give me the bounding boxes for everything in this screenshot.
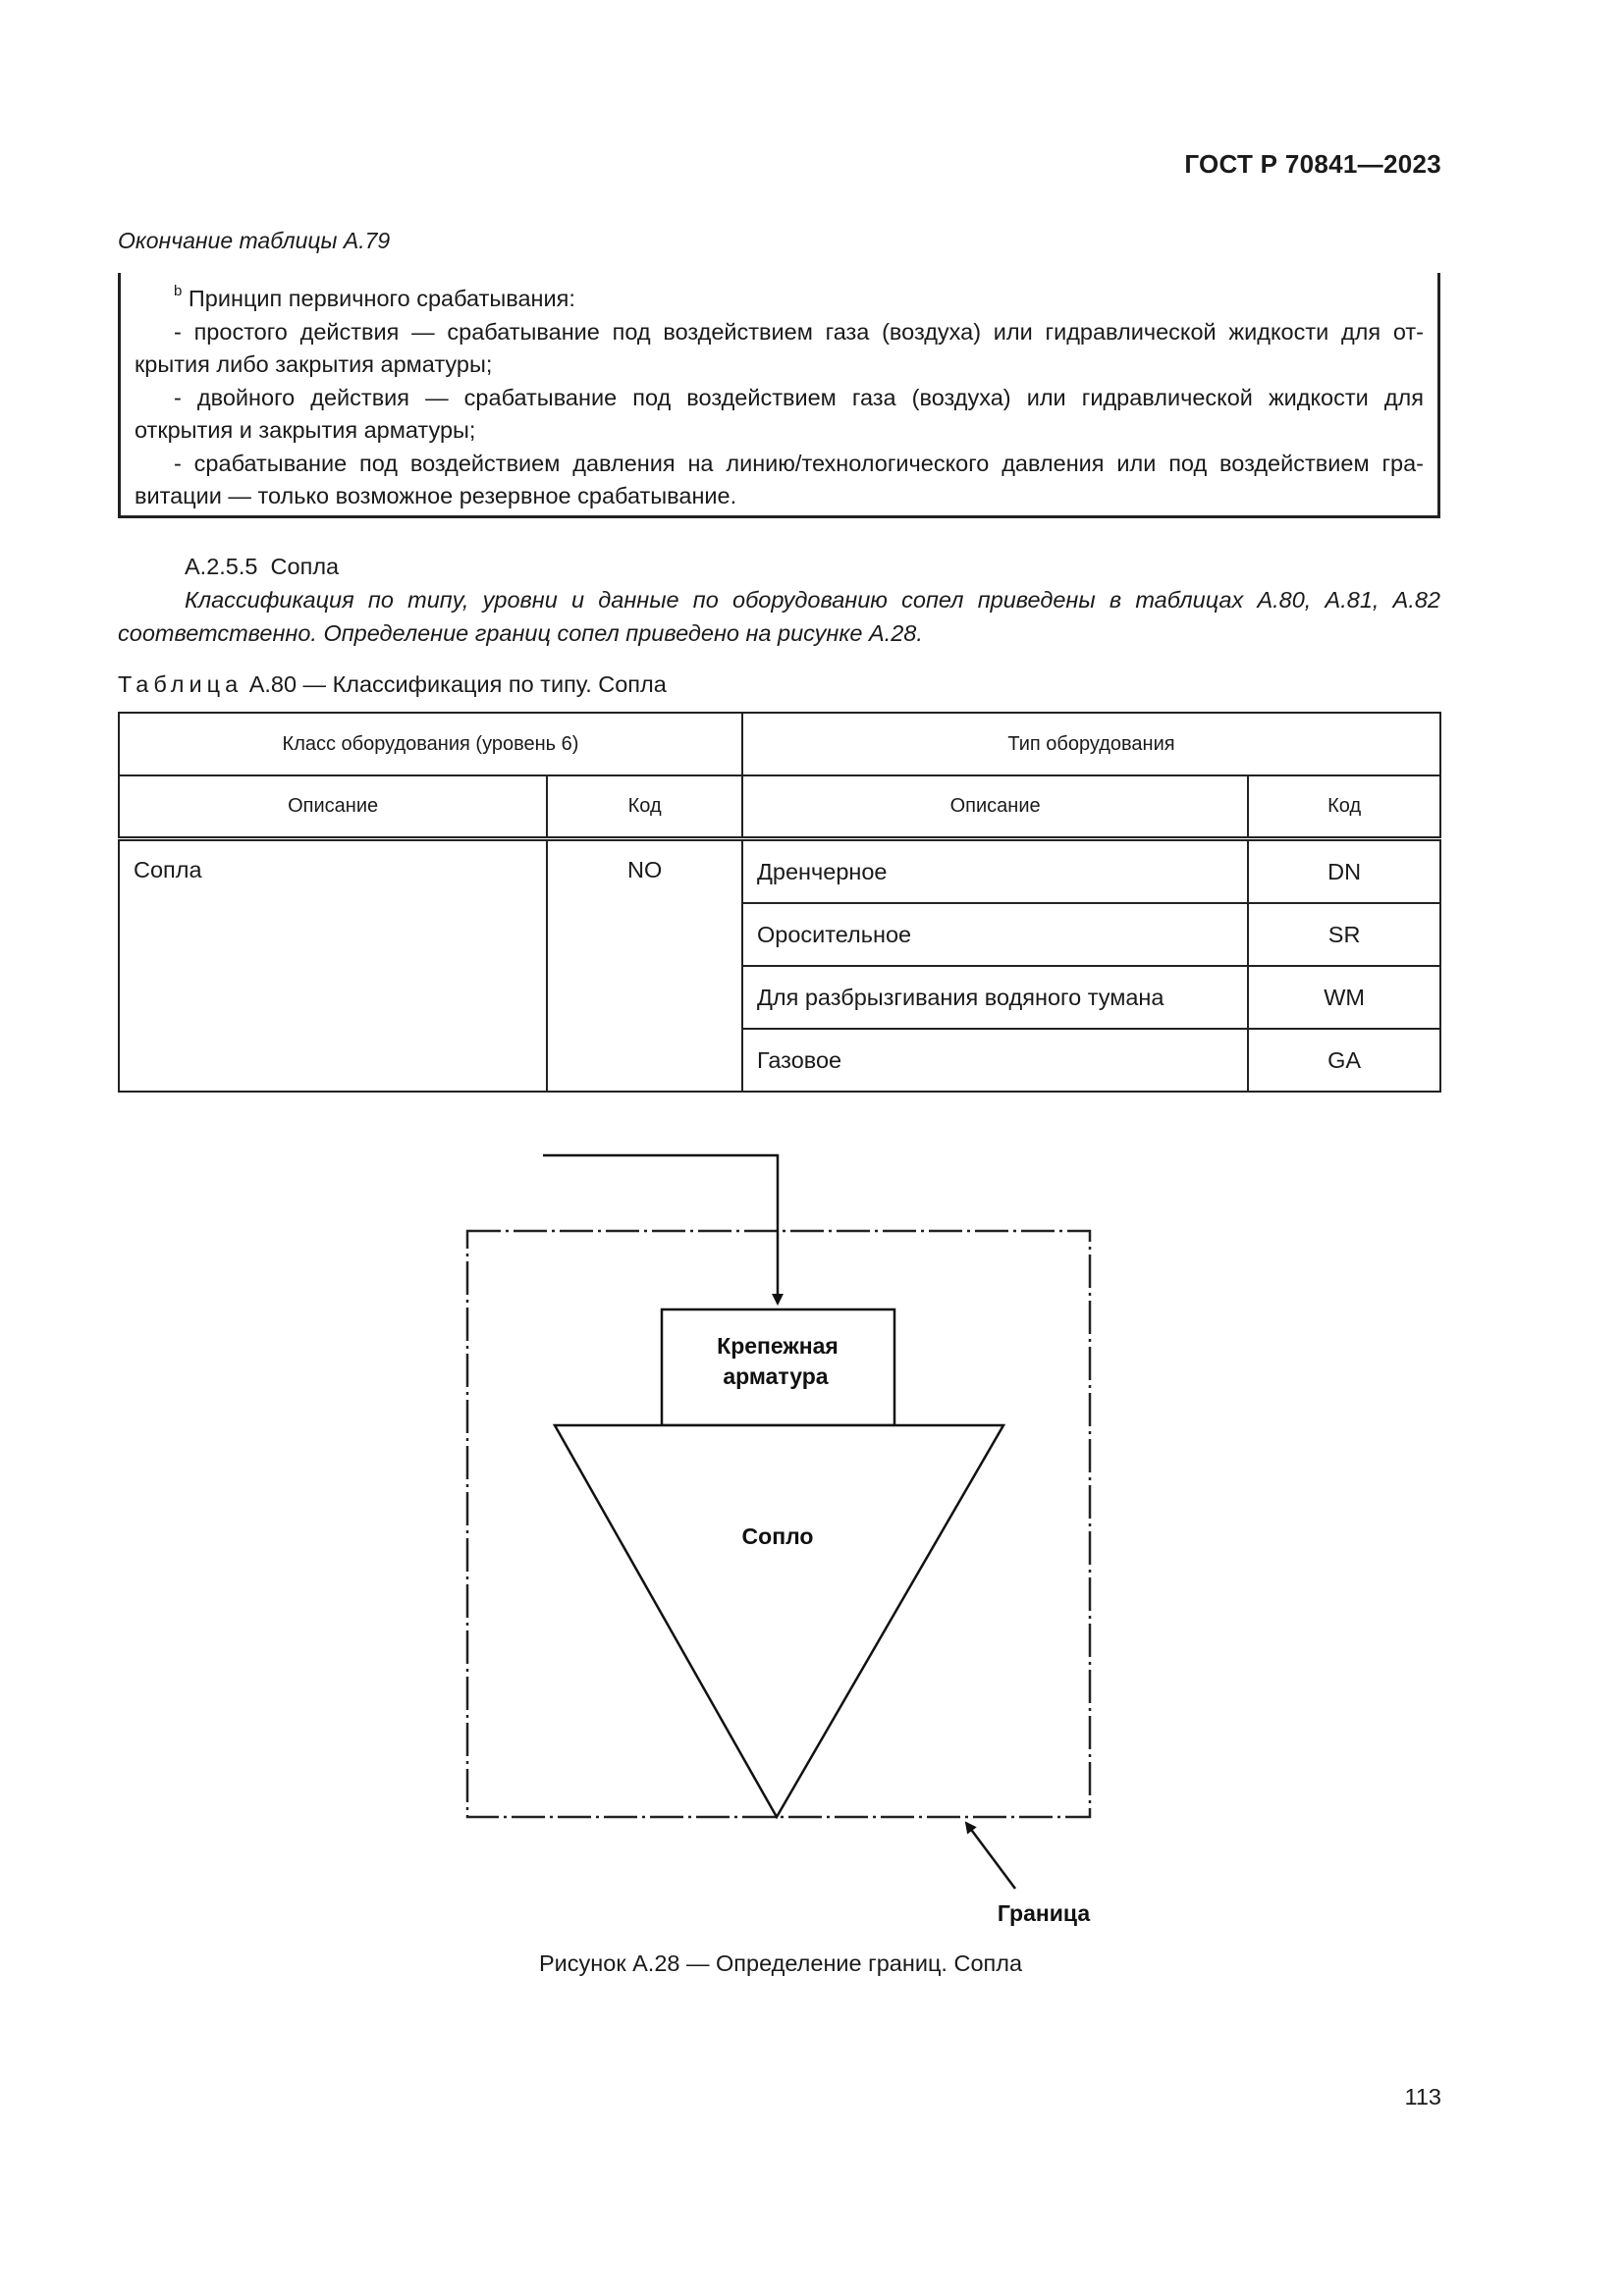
- header-code: Код: [1248, 775, 1440, 839]
- nozzle-triangle: [555, 1425, 1003, 1817]
- type-description-cell: Оросительное: [742, 903, 1248, 966]
- type-description-cell: Для разбрызгивания водяного тумана: [742, 966, 1248, 1029]
- footnote-line: открытия и закрытия арматуры;: [135, 417, 476, 443]
- mounting-label-line1: Крепежная: [717, 1333, 839, 1359]
- table-continuation-label: Окончание таблицы А.79: [118, 228, 391, 253]
- type-code-cell: SR: [1248, 903, 1440, 966]
- footnote-line: витации — только возможное резервное срабатывание.: [135, 483, 737, 508]
- footnote-title-line: [135, 283, 1424, 316]
- section-paragraph-line: соответственно. Определение границ сопел приведено на рисунке А.28.: [118, 619, 923, 646]
- section-title: Сопла: [270, 554, 340, 579]
- header-code: Код: [547, 775, 742, 839]
- table-label: Таблица: [118, 671, 244, 697]
- section-heading: [185, 554, 339, 580]
- type-code-cell: GA: [1248, 1029, 1440, 1092]
- footnote-marker: b: [174, 283, 183, 300]
- section-paragraph-line: Классификация по типу, уровни и данные по оборудованию сопел приведены в таблицах А.80, А.81, А.82: [185, 587, 1440, 613]
- header-description: Описание: [742, 775, 1248, 839]
- boundary-label: Граница: [997, 1900, 1091, 1926]
- page-number: 113: [1404, 2084, 1441, 2109]
- table-subheader-row: [119, 775, 1440, 839]
- header-equipment-type: Тип оборудования: [742, 713, 1440, 775]
- input-line-arrow: [543, 1155, 778, 1304]
- nozzle-label: Сопло: [741, 1523, 814, 1549]
- class-description-cell: Сопла: [119, 839, 547, 1093]
- table-caption: [118, 671, 667, 698]
- type-code-cell: DN: [1248, 839, 1440, 904]
- type-description-cell: Газовое: [742, 1029, 1248, 1092]
- section-paragraph: [118, 584, 1440, 650]
- boundary-diagram: [0, 1139, 1624, 1944]
- footnote-line: - срабатывание под воздействием давления на линию/технологического давления или под воздействием гра-: [174, 450, 1424, 476]
- classification-table: [118, 712, 1441, 1093]
- section-number: А.2.5.5: [185, 554, 258, 579]
- footnote-line: - простого действия — срабатывание под воздействием газа (воздуха) или гидравлической жидкости для от-: [174, 318, 1424, 345]
- class-code-cell: NO: [547, 839, 742, 1093]
- figure-caption: Рисунок А.28 — Определение границ. Сопла: [538, 1950, 1023, 1976]
- footnote-title: Принцип первичного срабатывания:: [188, 286, 575, 311]
- table-header-row: [119, 713, 1440, 775]
- header-description: Описание: [119, 775, 547, 839]
- header-equipment-class: Класс оборудования (уровень 6): [119, 713, 742, 775]
- document-header: ГОСТ Р 70841—2023: [1184, 149, 1441, 179]
- footnote-box: [118, 273, 1440, 518]
- table-row: [119, 839, 1440, 904]
- type-code-cell: WM: [1248, 966, 1440, 1029]
- footnote-line: - двойного действия — срабатывание под воздействием газа (воздуха) или гидравлической жидкости для: [174, 384, 1424, 410]
- mounting-label-line2: арматура: [723, 1363, 829, 1389]
- boundary-pointer-arrow: [966, 1823, 1015, 1889]
- table-title: А.80 — Классификация по типу. Сопла: [248, 671, 667, 697]
- footnote-line: крытия либо закрытия арматуры;: [135, 351, 493, 377]
- type-description-cell: Дренчерное: [742, 839, 1248, 904]
